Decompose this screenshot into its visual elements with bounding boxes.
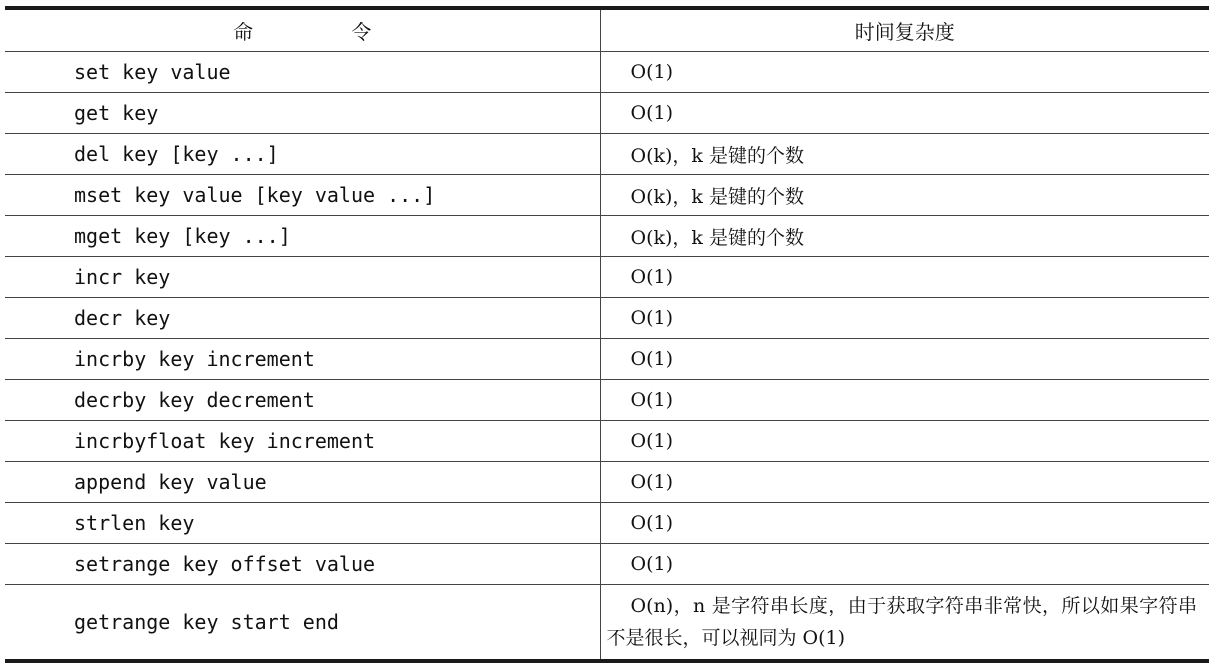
header-row xyxy=(5,8,1209,52)
table-row xyxy=(5,134,1209,175)
complexity-cell xyxy=(600,339,1209,380)
header-command xyxy=(5,8,600,52)
table-row xyxy=(5,52,1209,93)
complexity-text: O(1) xyxy=(630,61,673,83)
complexity-cell xyxy=(600,544,1209,585)
command-cell: incr key xyxy=(5,257,600,298)
command-cell: del key [key ...] xyxy=(5,134,600,175)
command-cell: decrby key decrement xyxy=(5,380,600,421)
complexity-cell xyxy=(600,134,1209,175)
table-row xyxy=(5,503,1209,544)
complexity-text: O(k)，k 是键的个数 xyxy=(630,144,804,167)
complexity-text: O(1) xyxy=(630,553,673,575)
command-cell: incrbyfloat key increment xyxy=(5,421,600,462)
complexity-text: O(1) xyxy=(630,430,673,452)
complexity-text: O(1) xyxy=(630,266,673,288)
table-row xyxy=(5,421,1209,462)
complexity-cell xyxy=(600,52,1209,93)
table-row xyxy=(5,298,1209,339)
complexity-cell xyxy=(600,298,1209,339)
header-complexity xyxy=(600,8,1209,52)
complexity-text: O(1) xyxy=(630,512,673,534)
table-row xyxy=(5,585,1209,662)
command-cell: incrby key increment xyxy=(5,339,600,380)
command-complexity-table xyxy=(5,6,1209,663)
table-row xyxy=(5,544,1209,585)
complexity-text: O(n)，n 是字符串长度，由于获取字符串非常快，所以如果字符串不是很长，可以视同为 O(1) xyxy=(606,595,1197,649)
table-row xyxy=(5,339,1209,380)
table-row xyxy=(5,216,1209,257)
complexity-cell xyxy=(600,93,1209,134)
header-command-label: 命 令 xyxy=(233,20,418,44)
header-complexity-label: 时间复杂度 xyxy=(854,20,955,44)
table-row xyxy=(5,462,1209,503)
command-cell: set key value xyxy=(5,52,600,93)
complexity-text: O(1) xyxy=(630,471,673,493)
command-cell: append key value xyxy=(5,462,600,503)
complexity-cell xyxy=(600,216,1209,257)
table-row xyxy=(5,257,1209,298)
complexity-text: O(k)，k 是键的个数 xyxy=(630,185,804,208)
complexity-text: O(1) xyxy=(630,102,673,124)
complexity-cell xyxy=(600,257,1209,298)
complexity-cell xyxy=(600,175,1209,216)
command-cell: mset key value [key value ...] xyxy=(5,175,600,216)
command-cell: mget key [key ...] xyxy=(5,216,600,257)
complexity-text: O(1) xyxy=(630,307,673,329)
complexity-cell xyxy=(600,421,1209,462)
command-cell: setrange key offset value xyxy=(5,544,600,585)
command-cell: decr key xyxy=(5,298,600,339)
table-row xyxy=(5,175,1209,216)
table-row xyxy=(5,380,1209,421)
complexity-cell xyxy=(600,462,1209,503)
complexity-cell xyxy=(600,503,1209,544)
complexity-text: O(k)，k 是键的个数 xyxy=(630,226,804,249)
command-cell: getrange key start end xyxy=(5,585,600,662)
complexity-cell xyxy=(600,585,1209,662)
complexity-cell xyxy=(600,380,1209,421)
complexity-text: O(1) xyxy=(630,389,673,411)
complexity-text: O(1) xyxy=(630,348,673,370)
table-row xyxy=(5,93,1209,134)
command-cell: get key xyxy=(5,93,600,134)
command-cell: strlen key xyxy=(5,503,600,544)
